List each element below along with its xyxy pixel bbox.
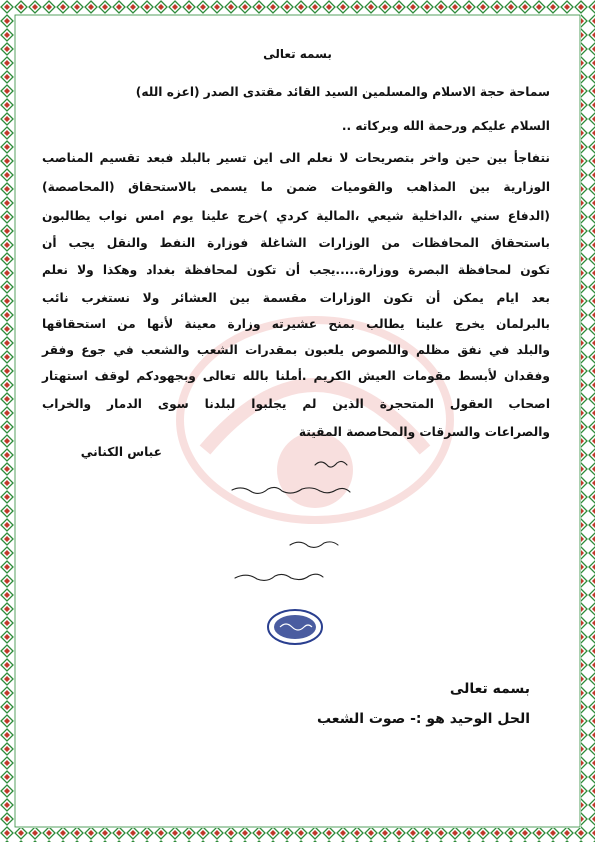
reply-text: الحل الوحيد هو :- صوت الشعب bbox=[316, 711, 530, 727]
basmala-heading: بسمه تعالى bbox=[263, 47, 332, 61]
paragraph-line: والبلد في نفق مظلم واللصوص يلعبون بمقدرات الشعب والشعب في جوع وفقر bbox=[42, 343, 550, 357]
paragraph-line: (الدفاع سني ،الداخلية شيعي ،المالية كردي )خرج علينا يوم امس نواب يطالبون bbox=[42, 209, 550, 223]
paragraph-line: باستحقاق المحافظات من الوزارات الشاغلة فوزارة النفط والنقل يجب أن bbox=[42, 236, 550, 250]
reply-basmala: بسمه تعالى bbox=[449, 681, 530, 697]
handwritten-reply bbox=[220, 450, 370, 605]
paragraph-line: بعد ايام يمكن أن تكون الوزارات مقسمة بين العشائر ولا نستغرب نائب bbox=[42, 291, 550, 305]
paragraph-line: تكون لمحافظة البصرة ووزارة.....يجب أن تكون لمحافظة بغداد وهكذا ولا نعلم bbox=[42, 263, 550, 277]
addressee-line: سماحة حجة الاسلام والمسلمين السيد القائد مقتدى الصدر (اعزه الله) bbox=[135, 85, 550, 99]
official-stamp bbox=[266, 608, 324, 646]
paragraph-line: الوزارية بين المذاهب والقوميات ضمن ما يسمى بالاستحقاق (المحاصصة) bbox=[42, 180, 550, 194]
greeting-line: السلام عليكم ورحمة الله وبركاته .. bbox=[341, 119, 550, 133]
paragraph-line: والصراعات والسرقات والمحاصصة المقيتة bbox=[298, 425, 550, 439]
paragraph-line: وفقدان لأبسط مقومات العيش الكريم .أملنا بالله تعالى وبجهودكم لوقف استهتار bbox=[42, 369, 550, 383]
paragraph-line: اصحاب العقول المتحجرة الذين لم يجلبوا لبلدنا سوى الدمار والخراب bbox=[42, 397, 550, 411]
sender-name: عباس الكناني bbox=[80, 445, 162, 459]
paragraph-line: بالبرلمان يخرج علينا يطالب بمنح عشيرته وزارة معينة لأنها من استحقاقها bbox=[42, 317, 550, 331]
paragraph-line: نتفاجأ بين حين واخر بتصريحات لا نعلم الى اين تسير بالبلد فبعد تقسيم المناصب bbox=[42, 151, 550, 165]
